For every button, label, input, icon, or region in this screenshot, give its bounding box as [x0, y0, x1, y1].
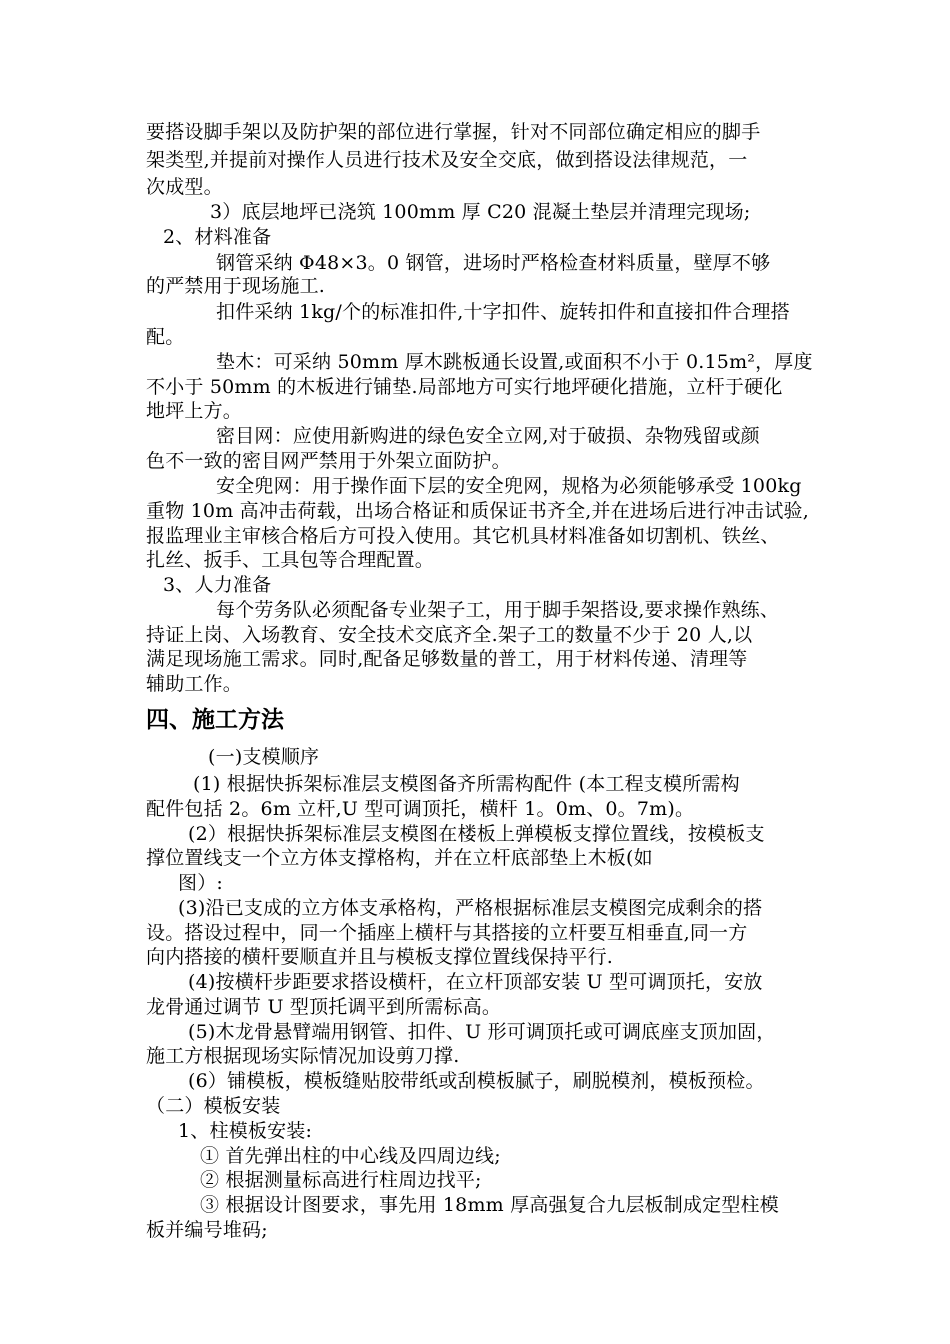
text-line: 安全兜网：用于操作面下层的安全兜网，规格为必须能够承受 100kg: [216, 475, 802, 497]
text-line: (6）铺模板，模板缝贴胶带纸或刮模板腻子，刷脱模剂，模板预检。: [188, 1070, 765, 1092]
section-heading: 四、施工方法: [146, 707, 284, 733]
subheading-materials: 2、材料准备: [163, 226, 272, 248]
text-line: (3)沿已支成的立方体支承格构，严格根据标准层支模图完成剩余的搭: [178, 897, 763, 919]
text-line: 的严禁用于现场施工.: [146, 275, 326, 297]
text-line: ① 首先弹出柱的中心线及四周边线;: [200, 1145, 501, 1167]
text-line: 色不一致的密目网严禁用于外架立面防护。: [146, 450, 511, 472]
subheading-manpower: 3、人力准备: [163, 574, 272, 596]
text-line: 板并编号堆码;: [146, 1219, 268, 1241]
text-line: 图）:: [178, 872, 224, 894]
text-line: 扎丝、扳手、工具包等合理配置。: [146, 549, 435, 571]
text-line: 不小于 50mm 的木板进行铺垫.局部地方可实行地坪硬化措施，立杆于硬化: [146, 376, 783, 398]
text-line: 扣件采纳 1kg/个的标准扣件,十字扣件、旋转扣件和直接扣件合理搭: [216, 301, 790, 323]
text-line: 满足现场施工需求。同时,配备足够数量的普工，用于材料传递、清理等: [146, 648, 748, 670]
subheading-column-formwork: 1、柱模板安装:: [178, 1120, 313, 1142]
text-line: 垫木：可采纳 50mm 厚木跳板通长设置,或面积不小于 0.15m²，厚度: [216, 351, 813, 373]
text-line: 施工方根据现场实际情况加设剪刀撑.: [146, 1045, 460, 1067]
text-line: 重物 10m 高冲击荷载，出场合格证和质保证书齐全,并在进场后进行冲击试验,: [146, 500, 809, 522]
text-line: ③ 根据设计图要求，事先用 18mm 厚高强复合九层板制成定型柱模: [200, 1194, 779, 1216]
text-line: 龙骨通过调节 U 型顶托调平到所需标高。: [146, 996, 502, 1018]
text-line: 向内搭接的横杆要顺直并且与模板支撑位置线保持平行.: [146, 946, 614, 968]
text-line: 每个劳务队必须配备专业架子工，用于脚手架搭设,要求操作熟练、: [216, 599, 780, 621]
text-line: 地坪上方。: [146, 400, 243, 422]
text-line: 持证上岗、入场教育、安全技术交底齐全.架子工的数量不少于 20 人,以: [146, 624, 753, 646]
text-line: 次成型。: [146, 176, 223, 198]
subheading-formwork-install: （二）模板安装: [146, 1095, 281, 1117]
text-line: 架类型,并提前对操作人员进行技术及安全交底，做到搭设法律规范，一: [146, 149, 748, 171]
text-line: 密目网：应使用新购进的绿色安全立网,对于破损、杂物残留或颜: [216, 425, 760, 447]
text-line: 要搭设脚手架以及防护架的部位进行掌握，针对不同部位确定相应的脚手: [146, 121, 761, 143]
text-line: 撑位置线支一个立方体支撑格构，并在立杆底部垫上木板(如: [146, 847, 653, 869]
text-line: 设。搭设过程中，同一个插座上横杆与其搭接的立杆要互相垂直,同一方: [146, 922, 748, 944]
text-line: (1) 根据快拆架标准层支模图备齐所需构配件 (本工程支模所需构: [193, 773, 740, 795]
text-line: (5)木龙骨悬臂端用钢管、扣件、U 形可调顶托或可调底座支顶加固，: [188, 1021, 776, 1043]
text-line: 报监理业主审核合格后方可投入使用。其它机具材料准备如切割机、铁丝、: [146, 525, 780, 547]
subheading-formwork-order: (一)支模顺序: [208, 746, 320, 768]
text-line: 3）底层地坪已浇筑 100mm 厚 C20 混凝土垫层并清理完现场;: [210, 201, 751, 223]
text-line: ② 根据测量标高进行柱周边找平;: [200, 1169, 482, 1191]
text-line: 钢管采纳 Φ48×3。0 钢管，进场时严格检查材料质量，壁厚不够: [216, 252, 771, 274]
text-line: 配件包括 2。6m 立杆,U 型可调顶托，横杆 1。0m、0。7m)。: [146, 798, 695, 820]
text-line: (2）根据快拆架标准层支模图在楼板上弹模板支撑位置线，按模板支: [188, 823, 765, 845]
text-line: 辅助工作。: [146, 673, 243, 695]
text-line: 配。: [146, 326, 185, 348]
text-line: (4)按横杆步距要求搭设横杆，在立杆顶部安装 U 型可调顶托，安放: [188, 971, 763, 993]
